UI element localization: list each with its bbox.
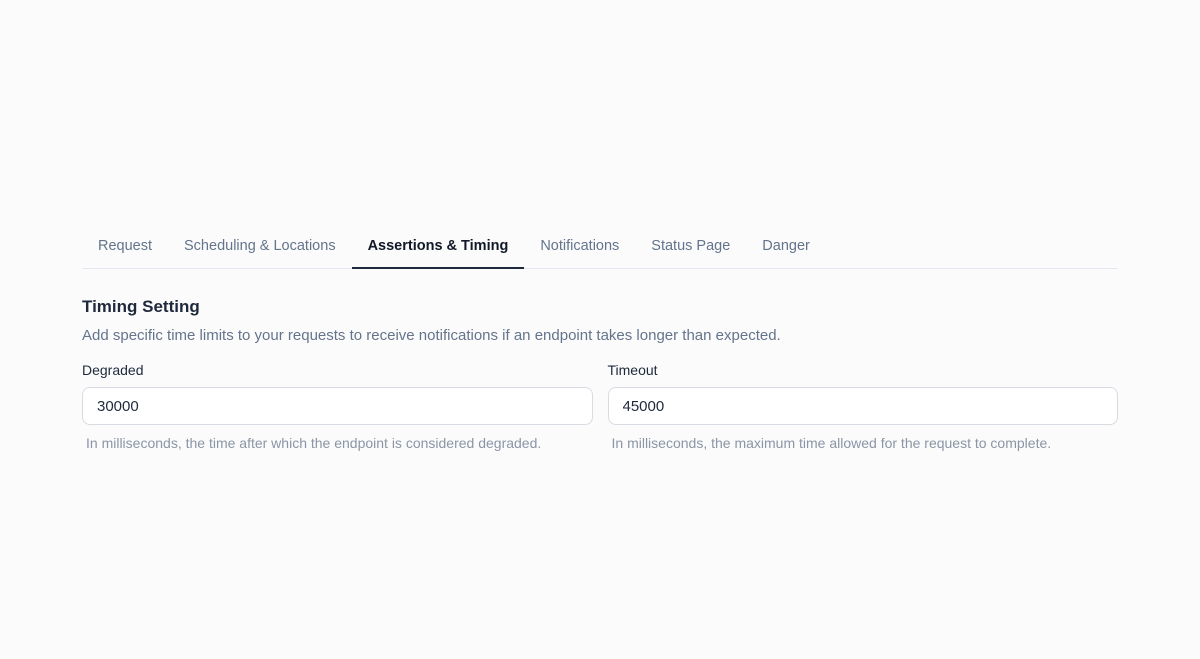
- degraded-input[interactable]: [82, 387, 593, 425]
- timing-fields: [82, 361, 1118, 452]
- degraded-field-group: [82, 361, 593, 452]
- timeout-input[interactable]: [608, 387, 1119, 425]
- settings-page: [82, 228, 1118, 452]
- tab-status-page[interactable]: Status Page: [651, 238, 731, 254]
- section-description: Add specific time limits to your requests to receive notifications if an endpoint takes longer than expected.: [82, 327, 781, 344]
- timeout-label: Timeout: [607, 362, 658, 378]
- timeout-helper-text: In milliseconds, the maximum time allowed for the request to complete.: [611, 435, 1052, 451]
- settings-tab-bar: [82, 228, 1118, 269]
- degraded-label: Degraded: [82, 362, 144, 378]
- tab-request[interactable]: Request: [98, 238, 153, 254]
- section-title: Timing Setting: [82, 297, 200, 316]
- degraded-helper-text: In milliseconds, the time after which the endpoint is considered degraded.: [86, 435, 542, 451]
- tab-assertions-timing[interactable]: Assertions & Timing: [352, 228, 525, 269]
- tab-notifications[interactable]: Notifications: [540, 238, 620, 254]
- tab-scheduling-locations[interactable]: Scheduling & Locations: [184, 238, 336, 254]
- timeout-field-group: [608, 361, 1119, 452]
- tab-danger[interactable]: Danger: [762, 238, 810, 254]
